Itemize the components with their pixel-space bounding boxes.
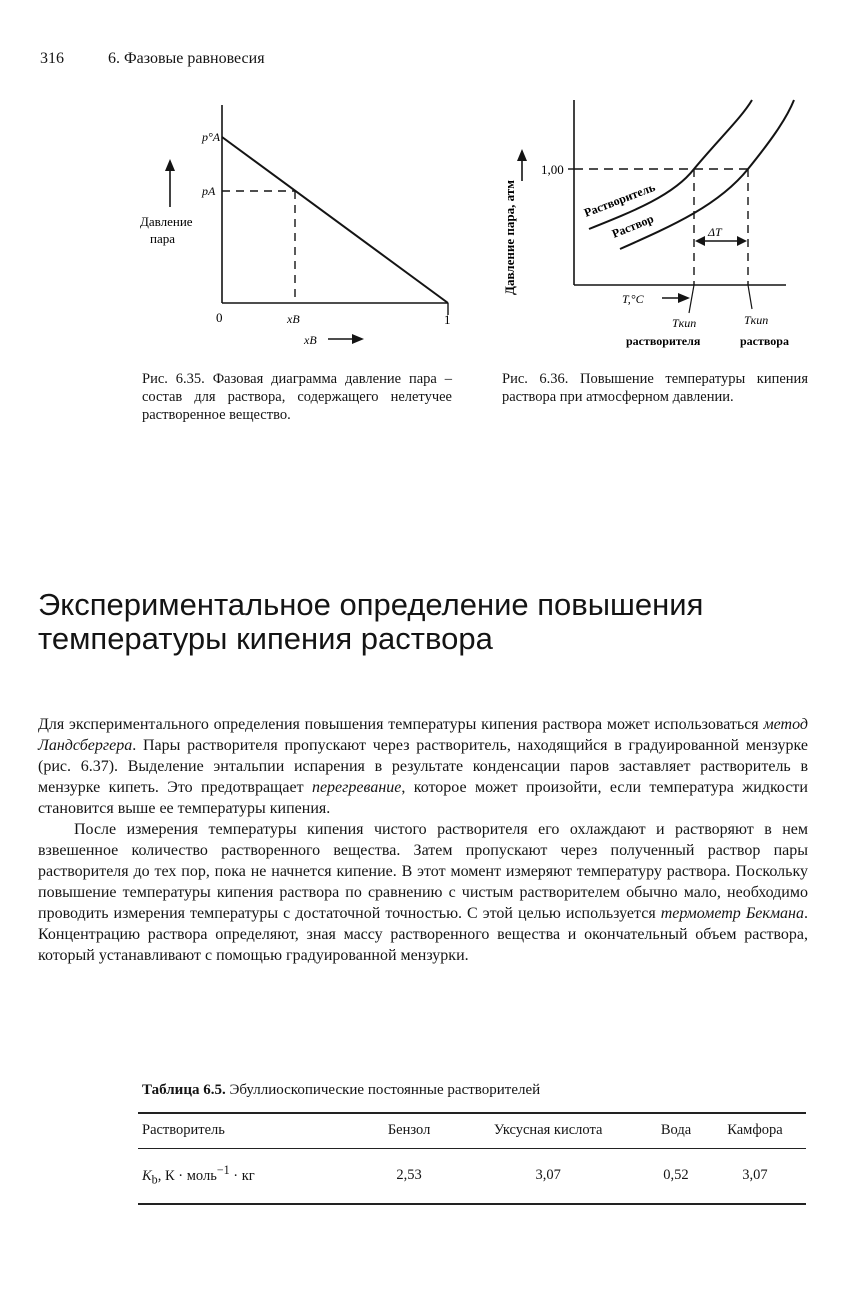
header-solvent: Растворитель (138, 1113, 370, 1149)
page-number: 316 (40, 50, 64, 67)
table-row (138, 1149, 806, 1204)
figure-6-35-caption: Рис. 6.35. Фазовая диаграмма давление пара – состав для раствора, содержащего нелетучее растворенное вещество. (142, 371, 452, 423)
x-arrow-head (352, 334, 364, 344)
chapter-title: 6. Фазовые равновесия (108, 50, 265, 67)
ebullioscopic-table (138, 1112, 806, 1205)
value-acetic-acid: 3,07 (448, 1149, 648, 1204)
pressure-tick-label: 1,00 (541, 162, 564, 177)
section-title: Экспериментальное определение повышения температуры кипения раствора (38, 587, 704, 656)
beckmann-thermometer-term: термометр Бекмана (660, 905, 804, 922)
paragraph-1 (38, 714, 808, 819)
t-axis-label: T,°C (622, 292, 644, 306)
t-arrow-head (678, 293, 690, 303)
p1-text-c: , которое может произойти, если температура жидкости становится выше ее температуры кипения. (38, 779, 808, 817)
value-water: 0,52 (648, 1149, 704, 1204)
header-water: Вода (648, 1113, 704, 1149)
table-header-row (138, 1113, 806, 1149)
figure-6-36-diagram (494, 95, 814, 355)
y-axis-label: Давление пара, атм (502, 180, 517, 295)
pa-label: pA (202, 184, 216, 198)
figure-6-36-caption: Рис. 6.36. Повышение температуры кипения раствора при атмосферном давлении. (502, 371, 808, 405)
x-one-label: 1 (444, 312, 451, 327)
solution-tboil-label: Tкип (744, 313, 769, 327)
y-arrow-head (517, 149, 527, 161)
body-text (38, 714, 808, 966)
solvent-tboil-label: Tкип (672, 316, 697, 330)
y-label-line1: Давление (140, 214, 193, 229)
delta-t-arrow-left (695, 236, 705, 246)
delta-t-arrow-right (737, 236, 747, 246)
kb-units-end: · кг (229, 1167, 255, 1184)
y-arrow-head (165, 159, 175, 171)
value-camphor: 3,07 (704, 1149, 806, 1204)
kb-units: , К · моль (157, 1167, 217, 1184)
solvent-leader-line (689, 285, 694, 313)
header-camphor: Камфора (704, 1113, 806, 1149)
delta-t-label: ΔT (708, 225, 722, 239)
p1-text-b: . Пары растворителя пропускают через растворитель, находящийся в градуированной мензурке (рис. 6.37). Выделение энтальпии испарения в результате конденсации паров заставляет растворитель в мензурке кипеть. Это предотвращает (38, 737, 808, 796)
landsberger-method-term: метод Ландсбергера (38, 716, 808, 754)
p2-text-b: . Концентрацию раствора определяют, зная массу растворенного вещества и окончательный объем раствора, который устанавливают с помощью градуированной мензурки. (38, 905, 808, 964)
kb-subscript: b (151, 1172, 158, 1187)
x-axis-label: xB (304, 333, 317, 347)
kb-units-exponent: −1 (216, 1163, 230, 1177)
raoult-line (222, 137, 448, 303)
solution-word: раствора (740, 334, 789, 348)
row-label (138, 1149, 370, 1204)
table-caption (142, 1082, 540, 1099)
table-caption-text: Эбуллиоскопические постоянные растворителей (229, 1082, 541, 1098)
solvent-curve-label: Растворитель (582, 179, 657, 220)
solvent-word: растворителя (626, 334, 701, 348)
y-label-line2: пара (150, 231, 175, 246)
p2-text-a: После измерения температуры кипения чистого растворителя его охлаждают и растворяют в нем взвешенное количество растворенного вещества. Затем пропускают через полученный раствор пары растворителя до тех пор, пока не начнется кипение. В этот момент измеряют температуру раствора. Поскольку повышение температуры кипения раствора по сравнению с чистым растворителем обычно мало, необходимо проводить измерения температуры с достаточной точностью. С этой целью используется (38, 821, 808, 922)
xb-label: xB (287, 312, 300, 326)
table-caption-number: Таблица 6.5. (142, 1082, 226, 1098)
running-head (40, 50, 265, 68)
pa0-label: p°A (202, 130, 221, 144)
header-benzene: Бензол (370, 1113, 448, 1149)
solution-leader-line (748, 285, 752, 309)
kb-symbol: K (142, 1167, 152, 1184)
p1-text-a: Для экспериментального определения повышения температуры кипения раствора может использоваться (38, 716, 764, 733)
x-zero-label: 0 (216, 310, 223, 325)
superheating-term: перегревание (311, 779, 402, 796)
figure-6-35-diagram (130, 95, 470, 355)
value-benzene: 2,53 (370, 1149, 448, 1204)
solution-curve-label: Раствор (609, 211, 656, 241)
header-acetic-acid: Уксусная кислота (448, 1113, 648, 1149)
paragraph-2 (38, 819, 808, 966)
